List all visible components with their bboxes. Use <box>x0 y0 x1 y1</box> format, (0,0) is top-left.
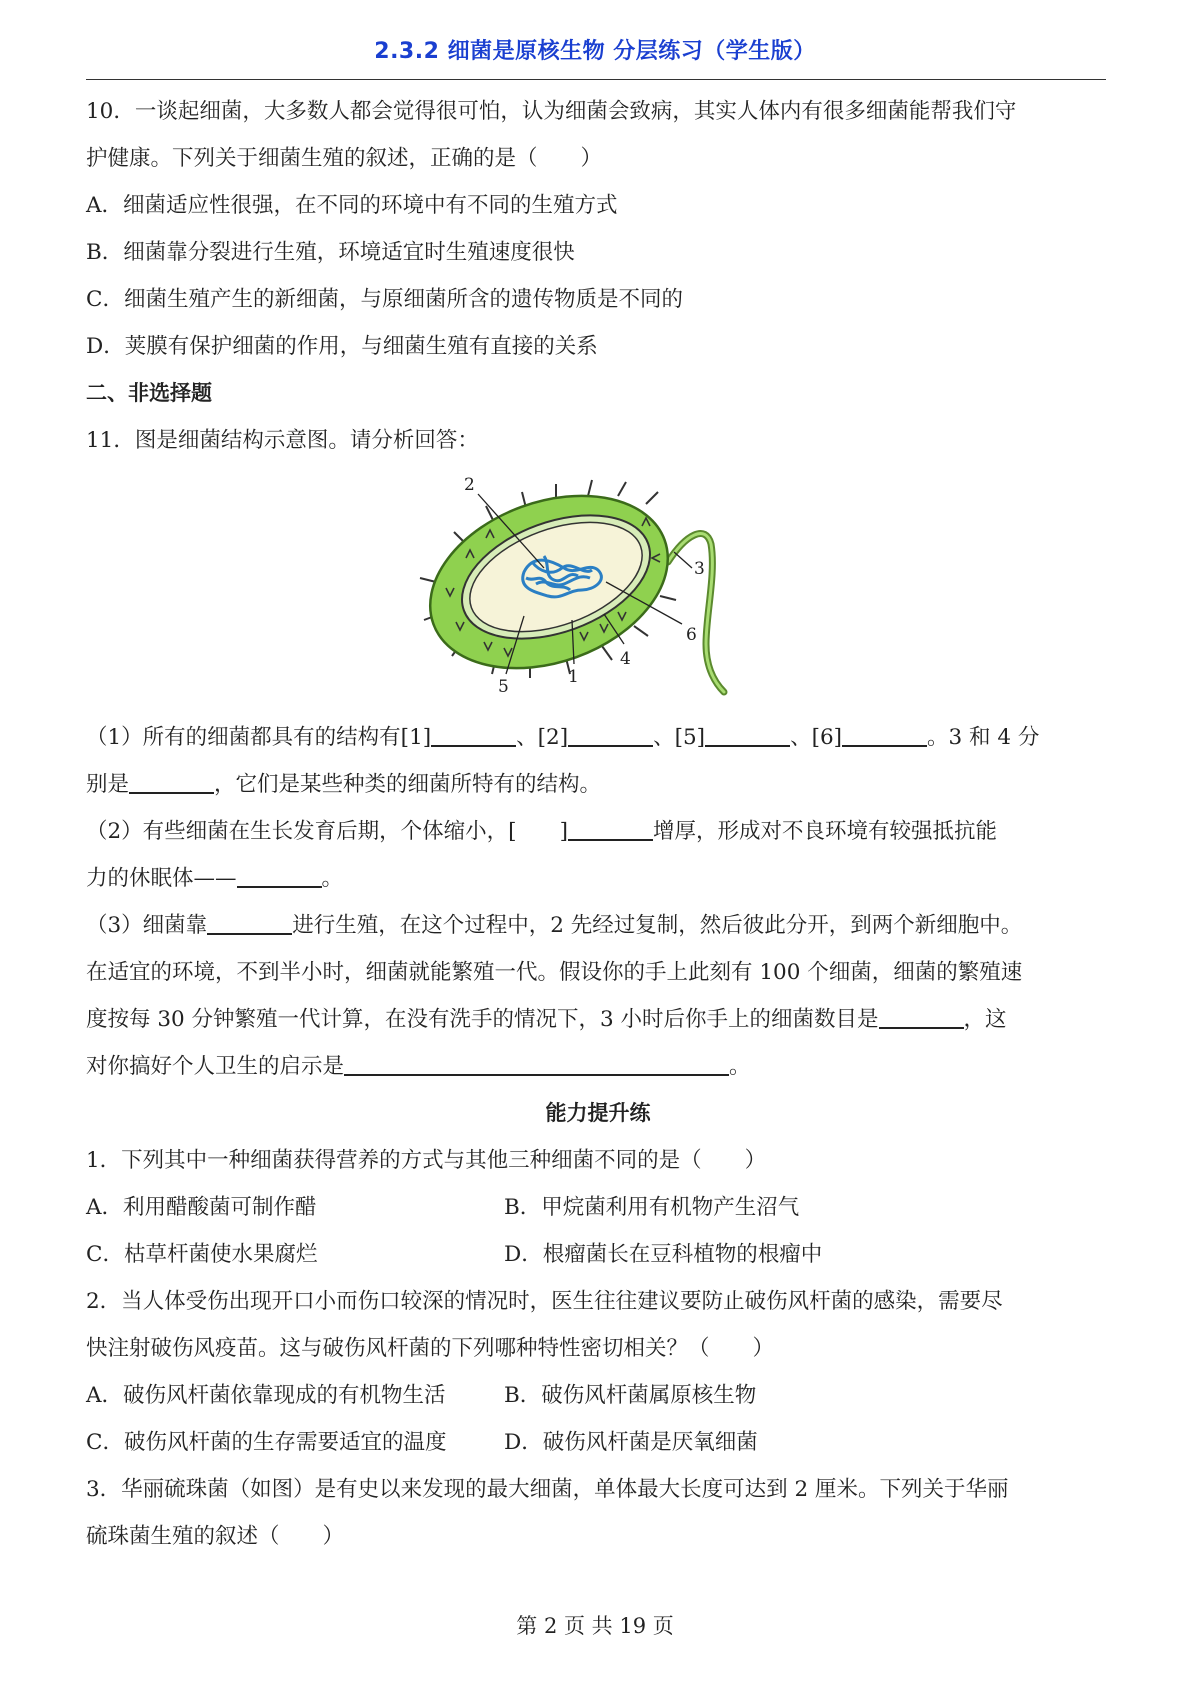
page-header-title: 2.3.2 细菌是原核生物 分层练习（学生版） <box>374 39 816 64</box>
page-content <box>86 88 1110 1560</box>
fig-label-2: 2 <box>464 475 475 495</box>
q11-stem: 11．图是细菌结构示意图。请分析回答： <box>86 428 479 453</box>
q10-option-a: A．细菌适应性很强，在不同的环境中有不同的生殖方式 <box>86 193 618 218</box>
adv-q1-option-a: A．利用醋酸菌可制作醋 <box>86 1195 317 1220</box>
header-divider <box>86 79 1106 80</box>
q11-part3-line3: 度按每 30 分钟繁殖一代计算，在没有洗手的情况下，3 小时后你手上的细菌数目是 ，这 <box>86 1007 1007 1032</box>
fig-label-5: 5 <box>498 677 509 697</box>
blank-reproduction <box>207 911 292 935</box>
q10-option-d: D．荚膜有保护细菌的作用，与细菌生殖有直接的关系 <box>86 334 598 359</box>
fig-label-1: 1 <box>568 667 579 687</box>
adv-q2-option-a: A．破伤风杆菌依靠现成的有机物生活 <box>86 1383 446 1408</box>
bacteria-structure-diagram <box>406 464 756 704</box>
adv-q2-options-row1 <box>86 1372 1110 1419</box>
adv-q2-stem-line1: 2．当人体受伤出现开口小而伤口较深的情况时，医生往往建议要防止破伤风杆菌的感染，需要尽 <box>86 1289 1003 1314</box>
blank-thickened <box>568 817 653 841</box>
q11-part3-line2: 在适宜的环境，不到半小时，细菌就能繁殖一代。假设你的手上此刻有 100 个细菌，细菌的繁殖速 <box>86 960 1023 985</box>
adv-q1-option-c: C．枯草杆菌使水果腐烂 <box>86 1242 318 1267</box>
q11-part2-line1: （2）有些细菌在生长发育后期，个体缩小，[ ] 增厚，形成对不良环境有较强抵抗能 <box>86 819 997 844</box>
page-footer: 第 2 页 共 19 页 <box>516 1614 674 1638</box>
adv-q1-option-b: B．甲烷菌利用有机物产生沼气 <box>504 1195 800 1220</box>
fig-label-4: 4 <box>620 649 631 669</box>
q11-part3-line1: （3）细菌靠 进行生殖，在这个过程中，2 先经过复制，然后彼此分开，到两个新细胞中。 <box>86 913 1023 938</box>
adv-q2-option-b: B．破伤风杆菌属原核生物 <box>504 1383 757 1408</box>
blank-dormant <box>237 864 322 888</box>
blank-3-4 <box>129 770 214 794</box>
blank-count <box>879 1005 964 1029</box>
blank-5 <box>705 723 790 747</box>
adv-q2-option-d: D．破伤风杆菌是厌氧细菌 <box>504 1430 758 1455</box>
section-heading-advanced: 能力提升练 <box>545 1101 651 1125</box>
fig-label-3: 3 <box>694 559 705 579</box>
q10-stem-line2: 护健康。下列关于细菌生殖的叙述，正确的是（ ） <box>86 146 603 171</box>
q10-option-b: B．细菌靠分裂进行生殖，环境适宜时生殖速度很快 <box>86 240 575 265</box>
adv-q3-stem-line1: 3．华丽硫珠菌（如图）是有史以来发现的最大细菌，单体最大长度可达到 2 厘米。下列关于华丽 <box>86 1477 1009 1502</box>
adv-q1-option-d: D．根瘤菌长在豆科植物的根瘤中 <box>504 1242 823 1267</box>
adv-q1-options-row2 <box>86 1231 1110 1278</box>
adv-q3-stem-line2: 硫珠菌生殖的叙述（ ） <box>86 1524 345 1549</box>
q11-part1-line2: 别是 ，它们是某些种类的细菌所特有的结构。 <box>86 772 602 797</box>
adv-q1-stem: 1．下列其中一种细菌获得营养的方式与其他三种细菌不同的是（ ） <box>86 1148 767 1173</box>
adv-q1-options-row1 <box>86 1184 1110 1231</box>
q10-stem-line1: 10．一谈起细菌，大多数人都会觉得很可怕，认为细菌会致病，其实人体内有很多细菌能帮我们守 <box>86 99 1017 124</box>
q11-part3-line4: 对你搞好个人卫生的启示是 。 <box>86 1054 751 1079</box>
blank-1 <box>431 723 516 747</box>
flagellum <box>668 534 724 692</box>
blank-6 <box>842 723 927 747</box>
q11-part2-line2: 力的休眠体—— 。 <box>86 866 344 891</box>
fig-label-6: 6 <box>686 625 697 645</box>
q10-option-c: C．细菌生殖产生的新细菌，与原细菌所含的遗传物质是不同的 <box>86 287 683 312</box>
adv-q2-option-c: C．破伤风杆菌的生存需要适宜的温度 <box>86 1430 447 1455</box>
section-heading-non-choice: 二、非选择题 <box>86 381 212 405</box>
bacteria-figure <box>86 464 1110 714</box>
adv-q2-options-row2 <box>86 1419 1110 1466</box>
blank-hygiene <box>344 1052 729 1076</box>
q11-part1-line1: （1）所有的细菌都具有的结构有[1] 、[2] 、[5] 、[6] 。3 和 4 分 <box>86 725 1040 750</box>
blank-2 <box>568 723 653 747</box>
adv-q2-stem-line2: 快注射破伤风疫苗。这与破伤风杆菌的下列哪种特性密切相关？（ ） <box>86 1336 775 1361</box>
